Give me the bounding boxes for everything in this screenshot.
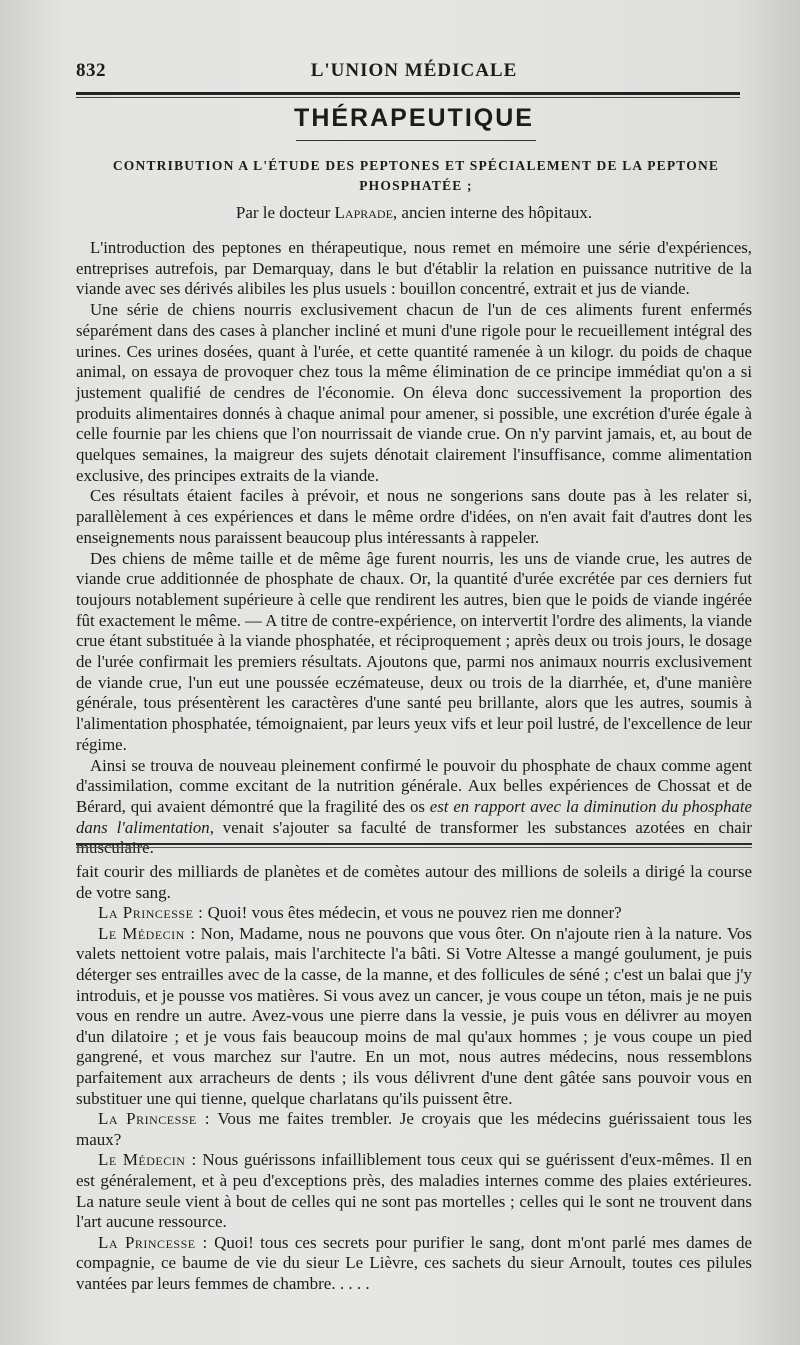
dialogue-text: Quoi! vous êtes médecin, et vous ne pouvez rien me donner? <box>207 903 622 923</box>
feuilleton <box>76 862 752 1294</box>
dialogue-speaker: La Princesse : <box>98 903 204 923</box>
dialogue-speaker: La Princesse : <box>98 1109 211 1129</box>
section-title: THÉRAPEUTIQUE <box>294 104 534 132</box>
dialogue-speaker: Le Médecin : <box>98 923 196 943</box>
dialogue-line <box>76 1233 752 1295</box>
section-title-rule <box>296 140 536 141</box>
feuilleton-opening: fait courir des milliards de planètes et de comètes autour des millions de soleils a dirigé la course de votre sang. <box>76 862 752 902</box>
article-body <box>76 238 752 859</box>
running-head <box>76 56 752 86</box>
last-paragraph-end: , venait s'ajouter sa faculté de transformer les substances azotées en chair musculaire. <box>76 817 752 858</box>
dialogue-text: Vous me faites trembler. Je croyais que les médecins guérissaient tous les maux? <box>76 1109 753 1149</box>
last-paragraph-start: Ainsi se trouva de nouveau pleinement confirmé le pouvoir du phosphate de chaux comme agent d'assimilation, comme excitant de la nutrition générale. Aux belles expériences de Chossat et de Bérard, qui avaient démontré que la fragilité des os <box>76 755 752 816</box>
dialogue-speaker: La Princesse : <box>98 1232 208 1252</box>
dialogue-line <box>76 1109 752 1150</box>
last-paragraph-italic: est en rapport avec la diminution du phosphate dans l'alimentation <box>76 796 752 837</box>
byline-suffix: , ancien interne des hôpitaux. <box>392 203 593 222</box>
header-rule <box>76 92 740 98</box>
byline <box>76 203 752 223</box>
article-paragraph: Des chiens de même taille et de même âge furent nourris, les uns de viande crue, les autres de viande crue additionnée de phosphate de chaux. Or, la quantité d'urée excrétée par ces derniers fut toujours notablement supérieure à celle que rendirent les autres, bien que le poids de viande ingérée fût exactement le même. — A titre de contre-expérience, on intervertit l'ordre des aliments, la viande crue étant substituée à la viande phosphatée, et réciproquement ; après deux ou trois jours, le dosage de l'urée confirmait les premiers résultats. Ajoutons que, parmi nos animaux nourris exclusivement de viande crue, l'un eut une poussée eczémateuse, deux ou trois de la diarrhée, et, d'une manière générale, tous présentèrent les caractères d'une santé peu brillante, alors que les autres, soumis à l'alimentation phosphatée, témoignaient, par leurs yeux vifs et leur poil lustré, de l'excellence de leur régime. <box>76 548 752 754</box>
byline-prefix: Par le docteur <box>235 203 331 222</box>
article-paragraph: L'introduction des peptones en thérapeutique, nous remet en mémoire une série d'expériences, entreprises autrefois, par Demarquay, dans le but d'établir la relation en puissance nutritive de la viande avec ses dérivés alibiles les plus usuels : bouillon concentré, extrait et jus de viande. <box>76 238 752 299</box>
dialogue-line <box>76 924 752 1109</box>
page-number: 832 <box>76 60 106 81</box>
byline-author: Laprade <box>334 203 393 222</box>
article-title: CONTRIBUTION A L'ÉTUDE DES PEPTONES ET SPÉCIALEMENT DE LA PEPTONE PHOSPHATÉE ; <box>112 158 720 193</box>
dialogue-text: Nous guérissons infailliblement tous ceux qui se guérissent d'eux-mêmes. Il en est généralement, et à peu d'exceptions près, des maladies internes comme des plaies extérieures. La nature seule vient à bout de celles qui ne sont pas mortelles ; celles qui le sont ne trouvent dans l'art aucune ressource. <box>76 1150 753 1232</box>
dialogue-text: Non, Madame, nous ne pouvons que vous ôter. On n'ajoute rien à la nature. Vos valets nettoient votre palais, mais l'architecte l'a bâti. Si Votre Altesse a mangé goulument, je puis déterger ses entrailles avec de la casse, de la manne, et des follicules de séné ; c'est un balai que j'y introduis, et je pousse vos matières. Si vous avez un cancer, je vous coupe un téton, mais je ne puis vous en rendre un autre. Avez-vous une pierre dans la vessie, je puis vous en délivrer au moyen d'un dilatoire ; et je vous fais beaucoup moins de mal qu'aux hommes ; je vous coupe un pied gangrené, et vous marchez sur l'autre. En un mot, nous autres médecins, nous ressemblons parfaitement aux arracheurs de dents ; ils vous délivrent d'une dent gâtée sans pouvoir vous en substituer une qui tienne, quelque charlatans qu'ils puissent être. <box>76 923 753 1108</box>
dialogue-line <box>76 1150 752 1232</box>
dialogue-text: Quoi! tous ces secrets pour purifier le sang, dont m'ont parlé mes dames de compagnie, ce baume de vie du sieur Le Lièvre, ces sachets du sieur Arnoult, toutes ces pilules vantées par leurs femmes de chambre. . . . . <box>76 1232 752 1293</box>
article-paragraph: Ces résultats étaient faciles à prévoir, et nous ne songerions sans doute pas à les relater si, parallèlement à ces expériences et dans le même ordre d'idées, on n'en avait fait d'autres dont les enseignements nous paraissent beaucoup plus intéressants à rappeler. <box>76 486 752 547</box>
journal-title: L'UNION MÉDICALE <box>310 60 518 81</box>
dialogue-line <box>76 903 752 924</box>
feuilleton-divider <box>76 843 752 848</box>
dialogue-speaker: Le Médecin : <box>98 1150 197 1170</box>
article-paragraph: Une série de chiens nourris exclusivement chacun de l'un de ces aliments furent enfermés séparément dans des cases à plancher incliné et muni d'une rigole pour le recueillement intégral des urines. Ces urines dosées, quant à l'urée, et cette quantité ramenée à un kilogr. du poids de chaque animal, on essaya de provoquer chez tous la même élimination de ce principe immédiat qu'on a si justement qualifié de cendres de l'économie. On éleva donc successivement la proportion des produits alimentaires donnés à chaque animal pour amener, si possible, une excrétion d'urée égale à celle fournie par les chiens que l'on nourrissait de viande crue. On n'y parvint jamais, et, au bout de quelques semaines, la maigreur des sujets dénotait clairement l'insuffisance, comme alimentation exclusive, des principes extraits de la viande. <box>76 300 752 485</box>
